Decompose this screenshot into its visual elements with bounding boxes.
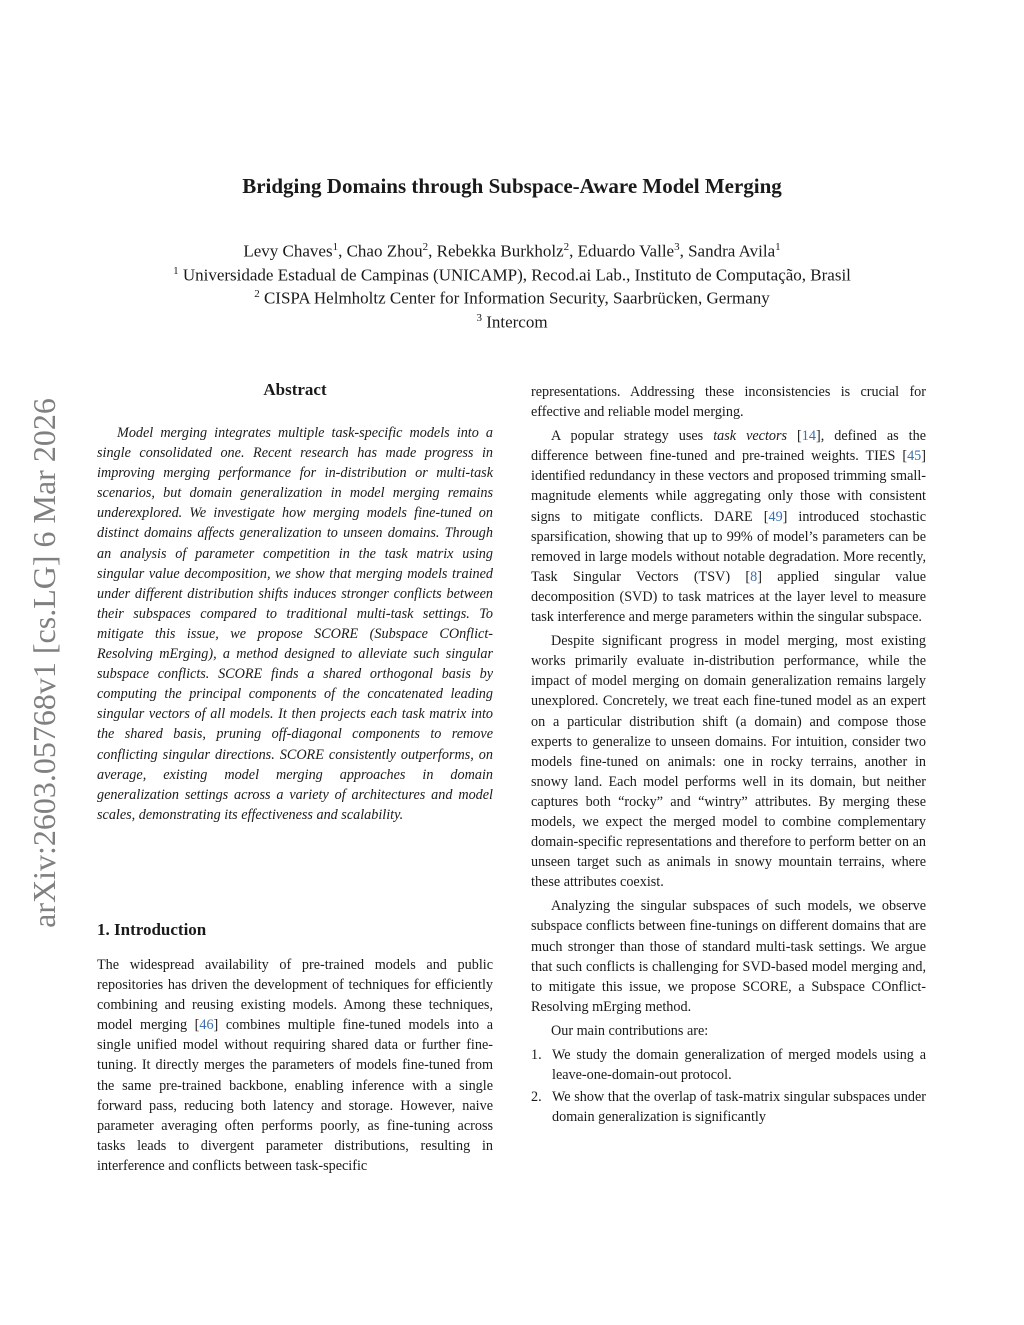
citation-link[interactable]: 49 <box>768 508 783 525</box>
citation-link[interactable]: 45 <box>907 448 922 465</box>
author-separator: , <box>679 241 689 261</box>
list-number: 1. <box>531 1047 542 1063</box>
citation-link[interactable]: 14 <box>801 428 816 445</box>
author-separator: , <box>338 241 347 261</box>
affiliation-text: Intercom <box>481 312 548 332</box>
author-affiliation-mark: 1 <box>332 241 339 253</box>
author-affiliation-mark: 2 <box>563 241 570 253</box>
list-item <box>531 1087 926 1127</box>
affiliation-text: Universidade Estadual de Campinas (UNICAMP), Recod.ai Lab., Instituto de Computação, Brasil <box>178 265 851 285</box>
affiliation-3 <box>0 312 1024 333</box>
list-item <box>531 1045 926 1085</box>
emphasis-term: task vectors <box>713 428 788 445</box>
list-number: 2. <box>531 1089 542 1106</box>
text-run: ] introduced stochastic sparsification, showing that up to 99% of model’s parameters can be removed in large models without notable degradation. More recently, Task Singular Vectors (TSV) [ <box>531 508 927 585</box>
list-text: We show that the overlap of task-matrix singular subspaces under domain generalization is significantly <box>552 1089 926 1126</box>
author-separator: , <box>569 241 578 261</box>
text-run: [ <box>787 428 802 445</box>
author-name: Levy Chaves <box>243 241 333 261</box>
author-separator: , <box>428 241 437 261</box>
abstract-heading: Abstract <box>263 380 327 399</box>
author-affiliation-mark: 3 <box>674 241 680 253</box>
citation-link[interactable]: 8 <box>750 568 758 585</box>
list-text: We study the domain generalization of merged models using a leave-one-domain-out protocol. <box>552 1047 926 1084</box>
affiliation-number: 3 <box>476 312 482 324</box>
paper-title: Bridging Domains through Subspace-Aware Model Merging <box>242 174 782 198</box>
affiliation-number: 2 <box>254 288 260 300</box>
paragraph-continuation: representations. Addressing these inconsistencies is crucial for effective and reliable model merging. <box>531 384 926 421</box>
text-run: ] identified redundancy in these vectors and proposed trimming small-magnitude elements while aggregating only those with consistent signs to mitigate conflicts. DARE [ <box>531 448 926 525</box>
text-run: ], defined as the difference between fine-tuned and pre-trained weights. TIES [ <box>531 428 926 465</box>
author-name: Eduardo Valle <box>577 241 675 261</box>
author-name: Rebekka Burkholz <box>436 241 564 261</box>
author-affiliation-mark: 2 <box>422 241 429 253</box>
paragraph: Despite significant progress in model merging, most existing works primarily evaluate in-distribution performance, while the impact of model merging on domain generalization remains largely unexplored. Concretely, we treat each fine-tuned model as an expert on a particular distribution shift (a domain) and compose those experts to generalize to unseen domains. For intuition, consider two models fine-tuned on animals: one in rocky terrains, another in snowy land. Each model performs well in its domain, but neither captures both “rocky” and “wintry” attributes. By merging these models, we expect the merged model to combine complementary domain-specific representations and therefore to perform better on an unseen target such as animals in snowy mountain terrains, where these attributes coexist. <box>531 633 926 891</box>
paragraph <box>531 426 926 627</box>
arxiv-identifier: arXiv:2603.05768v1 [cs.LG] 6 Mar 2026 <box>26 398 62 928</box>
text-run: ] combines multiple fine-tuned models into a single unified model without requiring shared data or further fine-tuning. It directly merges the parameters of models fine-tuned from the same pre-trained backbone, enabling inference with a single forward pass, reducing both latency and storage. However, naive parameter averaging often performs poorly, as fine-tuning across tasks leads to divergent parameter distributions, resulting in interference and conflicts between task-specific <box>97 1017 493 1174</box>
author-name: Chao Zhou <box>346 241 423 261</box>
section-heading-introduction: 1. Introduction <box>97 920 207 939</box>
citation-link[interactable]: 46 <box>199 1017 214 1034</box>
author-list <box>0 241 1024 262</box>
author-affiliation-mark: 1 <box>775 241 781 253</box>
paragraph: Our main contributions are: <box>551 1022 709 1039</box>
paragraph: Analyzing the singular subspaces of such models, we observe subspace conflicts between fine-tunings on different domains that are much stronger than those of standard multi-task settings. We argue that such conflicts is challenging for SVD-based model merging and, to mitigate this issue, we propose SCORE, a Subspace COnflict-Resolving mErging method. <box>531 898 926 1015</box>
contributions-list <box>531 1045 926 1127</box>
text-run: ] applied singular value decomposition (SVD) to task matrices at the layer level to measure task interference and merge parameters within the singular subspace. <box>531 568 926 626</box>
text-run: A popular strategy uses <box>551 428 714 445</box>
affiliation-1 <box>0 265 1024 286</box>
affiliation-2 <box>0 288 1024 309</box>
abstract-body <box>97 423 493 825</box>
introduction-left-column <box>97 955 493 1176</box>
abstract-text: Model merging integrates multiple task-specific models into a single consolidated one. Recent research has made progress in improving merging performance for in-distribution or multi-task scenarios, but domain generalization in model merging remains underexplored. We investigate how merging models fine-tuned on distinct domains affects generalization to unseen domains. Through an analysis of parameter competition in the task matrix using singular value decomposition, we show that merging models trained under different distribution shifts induces stronger conflicts between their subspaces compared to traditional multi-task settings. To mitigate this issue, we propose SCORE (Subspace COnflict-Resolving mErging), a method designed to alleviate such singular subspace conflicts. SCORE finds a shared orthogonal basis by computing the principal components of the concatenated leading singular vectors of all models. It then projects each task matrix into the shared basis, pruning off-diagonal components to remove conflicting singular directions. SCORE consistently outperforms, on average, existing model merging approaches in domain generalization settings across a variety of architectures and model scales, demonstrating its effectiveness and scalability. <box>97 425 493 823</box>
author-name: Sandra Avila <box>688 241 776 261</box>
affiliation-text: CISPA Helmholtz Center for Information Security, Saarbrücken, Germany <box>259 288 770 308</box>
affiliation-number: 1 <box>173 265 179 277</box>
text-run: The widespread availability of pre-trained models and public repositories has driven the development of techniques for efficiently combining and reusing existing models. Among these techniques, model merging [ <box>97 957 493 1034</box>
right-column <box>531 382 926 1129</box>
paragraph <box>97 955 493 1176</box>
